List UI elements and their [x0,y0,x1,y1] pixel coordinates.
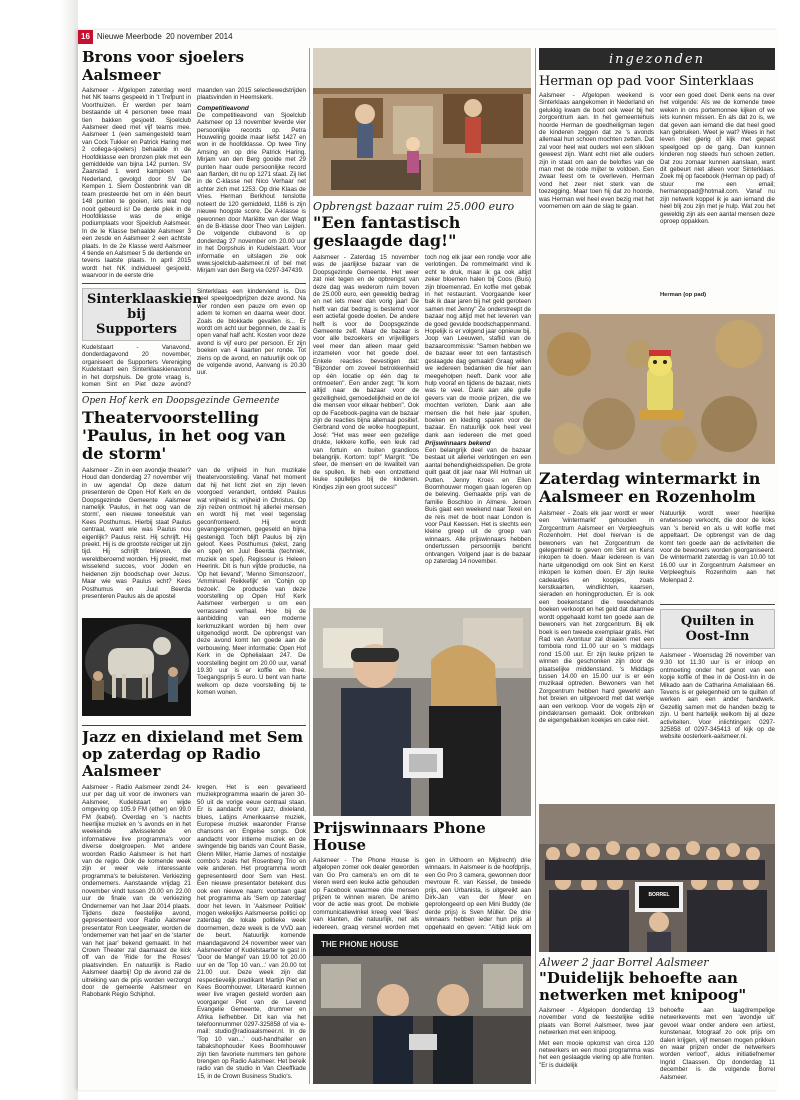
borrel-group-illustration [539,804,775,952]
bazaar-scene-illustration [313,48,531,196]
headline-box [82,288,202,341]
banner-label: ingezonden [609,52,705,67]
phonehouse-shop-illustration [313,934,531,1084]
bazaar-photo [313,48,531,196]
article-jazz [82,729,306,1084]
body-text: Kudelstaart - Vanavond, donderdagavond 20 november, organiseert de Supporters Vereniging Kudelstaart een Sinterklaaskienavond in het dorpshuis. De grote vraag is, komen Sint en Piet deze avond? [82,344,191,388]
article-sinterklaaskien [82,288,306,388]
body-text: Aalsmeer - Zaterdag 15 november was de jaarlijkse bazaar van de Doopsgezinde Gemeente. Het weer zat niet tegen en de opbrengst van deze dag was wederom ruim boven de 25.000 euro, een geweldig bedrag en net iets meer dan vorig jaar! De helft van dat bedrag is bestemd voor een actiefal goede doelen. De andere helft is voor de Doopsgezinde Gemeente zelf. Maar de bazaar is voor alle bezoekers en vrijwilligers veel meer dan alleen maar geld inzamelen voor het goede doel. Enkele reacties bevestigen dat: "Bijzonder om zoveel betrokkenheid op één locatie op één dag te ontmoeten". Een ander zegt: "Ik kom altijd naar de bazaar voor de gezelligheid, gemoedelijkheid en de lol die mensen voor elkaar hebben". Ook op de Facebook-pagina van de bazaar zijn de reacties bijna allemaal positief. Gerbrand vond de wolke hoogtepunt, José: "Het was weer een gezellige drukte, lekkere koffie, een leuk rad van fortuin en buiten grandioos belangrijk. Kortom: top!" Margrit: "De sfeer, de mensen en de kwaliteit van de spullen. Ik heb een ontzettend leuke spulletjes bij de kinderen. Kindjes zijn een groot succes!" [313,254,419,491]
kicker: Open Hof kerk en Doopsgezinde Gemeente [82,396,280,406]
phonehouse-scene-illustration [313,608,531,816]
body-text: Natuurlijk wordt weer heerlijke erwtensoep verkocht, die door de koks van 's bereid en als u wilt koffie met appeltaart. De opbrengst van de dag komt ten goede aan de activiteiten die voor de bewoners worden georganiseerd. De wintermarkt zaterdag is van 10.00 tot 16.00 uur in Zorgcentrum Aalsmeer en Verpleeghuis Rozenholm aan het Molenpad 2. [660,510,775,584]
headline: Sinterklaaskien bij Supporters [87,292,202,337]
body-text: Sinterklaas een kinderviend is. Dus veel speelgoedprijzen deze avond. Na vier ronden een pauze om even op adem te komen en daarna weer door. Zoals de blokkade gevallen is... Er wordt om acht uur begonnen, de zaal is open vanaf half acht. Kosten voor deze avond is vijf euro per persoon. Er zijn boeken van 4 kaarten per ronde. Tot ziens op de avond, en natuurlijk ook op de volgende avond, Aanvang is 20.30 uur. [197,288,306,377]
column-divider [309,48,310,1084]
body-text: maanden van 2015 selectiewedstrijden plaatsvinden in Heemskerk. [197,87,306,102]
ingezonden-banner [539,48,775,70]
body-text: Aalsmeer - Afgelopen weekend is Sinterklaas aangekomen in Nederland en gelukkig kwam de boot ook weer bij het zorgcentrum aan. In het gemeentehuis hoorde Herman de goedheiligman tegen de kinderen zeggen dat ze 's avonds allemaal hun schoen mochten zetten. Dat zal voor heel wat ouders wel een slikken geweest zijn. Want echt niet alle ouders zijn in staat om aan de beloftes van de man met de rode mijter te voldoen. Een zwaar feest om te overleven. Herman vond het zeer niet sterk van de toezegging. Maar toen hij dat zo hoorde, was Herman wel heel even bezig met het voornemen om aan de slag te gaan. [539,92,654,211]
article-herman [539,74,775,310]
headline: Brons voor sjoelers Aalsmeer [82,48,245,84]
subheading: Prijswinnaars bekend [425,440,491,447]
body-text: voor een goed doel. Denk eens na over het volgende: Als we de komende twee weken in ons portemonnee kijken of we iets kunnen missen. En als dat zo is, we dat geven aan iemand die dat heel goed kan gebruiken. Weet je wat? Wees in het leven niet gierig of kijk met gepast speelgoed op de gang. Dan kunnen kinderen nog steeds hun schoen zetten. Dat zou zomaar kunnen aanslaan, want dit gebeurt niet alleen voor Sinterklaas. Zoek mij op facebook (Herman op pad) of stuur me een email; hermanoppad@hotmail.com. Vanaf nu zijn netwerk koppel ik je aan iemand die heel blij zou zijn met je hulp. Wat zou het geweldig zijn als een aantal mensen deze oproep oppakken. [660,92,775,225]
body-text: Aalsmeer - The Phone House is afgelopen zomer ook dealer geworden van Go Pro camera's en om dit te vieren werd een leuke actie gehouden op Facebook waarmee drie mensen prijzen te winnen waren. De animo voor de actie was groot. De mobiele communicatiewinkel kreeg veel 'likes' van klanten, die natuurlijk, net als iedereen, graag versnel worden met [313,857,419,930]
body-text: Aalsmeer - Afgelopen zaterdag werd het NK teams gespeeld in 't Trefpunt in Voorthuizen. Er werden per team bestaande uit 4 personen twee maal tien bakken gesjoeld. Sjoelclub Aalsmeer deed met vijf teams mee. Aalsmeer 1 (een samengesteld team van Cock Tukker en Patrick Haring met 2 collega-sjoelers) behaalde in de Hoofdklasse een bronzen plek met een gemiddelde van bijna 142 punten. SV Zaanstad 1 werd kampioen van Nederland, gevolgd door SV De Kempen 1. Siem Oostenbrink van dit team presteerde het om in één beurt 148 punten te gooien, iets wat nog nooit gebeurd is! De derde plek in de Hoofdklasse was de enige podiumplaats voor Sjoelclub Aalsmeer. In de Ie Klasse behaalde Aalsmeer 3 een zesde en Aalsmeer 2 een achtste plaats. In de 2e Klasse werd Aalsmeer 4 tiende en Aalsmeer 5 de dertiende en tevens laatste plaats. In april 2015 wordt het NK individueel gesjoeld, waarvoor in de eerste drie [82,87,191,278]
theater-stage-illustration [82,618,191,716]
borrel-group-photo [539,804,775,952]
headline: Theatervoorstelling 'Paulus, in het oog van de storm' [82,408,286,463]
headline: Zaterdag wintermarkt in Aalsmeer en Rozenholm [539,470,761,506]
kicker: Alweer 2 jaar Borrel Aalsmeer [539,956,709,969]
headline: Quilten in Oost-Inn [680,614,755,644]
body-text: Met een mooie opkomst van circa 120 netwerkers en een mooi programma was het een geslaagde viering op alle fronten. "Er is duidelijk [539,1039,654,1069]
headline: Prijswinnaars Phone House [313,820,486,854]
page-header [78,30,778,44]
headline: "Een fantastisch geslaagde dag!" [313,213,461,250]
article-borrel [539,956,775,1084]
article-phonehouse [313,820,531,930]
body-text: Aalsmeer - Afgelopen donderdag 13 november vond de feestelijke editie plaats van Borrel Aalsmeer, twee jaar netwerken met een knipoog. [539,1007,654,1037]
body-text: behoefte aan laagdrempelige netwerkevents met een 'avondje uit' gevoel waar onder andere een artiest, kunstenaar, fotograaf zo ook prijs om dalen krijgen, vijf mensen mogen prikken en waar prijzen onder de netwerkers worden verloot", aldus initiatiefnemer Ingrid Claassen. Op donderdag 11 december is de volgende Borrel Aalsmeer. [660,1007,775,1081]
coins-photo [539,314,775,464]
scan-margin [0,0,78,1100]
theater-stage-photo [82,618,191,716]
headline: "Duidelijk behoefte aan netwerken met knipoog" [539,969,747,1004]
headline: Jazz en dixieland met Sem op zaterdag op Radio Aalsmeer [82,729,303,780]
kicker: Opbrengst bazaar ruim 25.000 euro [313,200,515,213]
article-bazaar [313,200,531,600]
borrel-sign: BORREL [648,892,670,898]
article-theater [82,396,306,721]
page-date: 20 november 2014 [165,32,233,41]
column-divider [535,48,536,1084]
divider [660,604,775,605]
body-text: kregen. Het is een gevarieerd muziekprogramma waarin de jaren 30-50 uit de vorige eeuw centraal staan. Er is aandacht voor jazz, dixieland, blues, Latijns Amerikaanse muziek, Europese muziek waaronder Franse chansons en Engelse songs. Ook aandacht voor intieme muziek en de swingende big bands van Count Basie, Glenn Miller, Harrie James of nostalgie combo's zoals het Rosenberg Trio en vele anderen. Het programma wordt gepresenteerd door Sem van Hest. Een nieuwe presentator betekent dus ook een nieuwe naam: voortaan gaat het programma als 'Sem op zaterdag' door het leven. In 'Aalsmeer Politiek' mogen wekelijks Aalsmeerse politici op zaterdag de lokale politieke week doornemen, deze week is de VVD aan de beurt. Natuurlijk komende maandagavond 24 november weer van Aalsmeerder of Kudelstaarter te gast in 'Door de Mangel' van 19.00 tot 20.00 uur en de 'Top 10 van...' van 20.00 tot 21.00 uur. Deze week zijn dat respectievelijk predikant Martijn Piet en Kees Boomhouwer. Uiteraard kunnen weer live vragen gesteld worden aan voorganger Piet van de Levend Evangelie Gemeente, drummer en Afrika liefhebber. Dit kan via het telefoonnummer 0297-325858 of via e-mail: studio@radioaalsmeer.nl. In de 'Top 10 van...' oud-handhaller en tabakshophouder Kees Boomhouwer zijn tien favoriete nummers ten gehore brengen op Radio Aalsmeer. Het bereik radio van de studio in Van Cleeffkade 15, in de Crown Business Studio's. [197,784,306,1080]
body-text: Aalsmeer - Radio Aalsmeer zendt 24-uur per dag uit voor de inwoners van Aalsmeer, Kudelstaart en wijde omgeving op 105.9 FM (ether) en 99.0 FM (kabel). Overdag en 's nachts heerlijke muziek en 's avonds en in het weekeinde afwisselende en informatieve live programma's voor diverse doelgroepen. Met andere woorden Radio Aalsmeer is het hart van de regio. Ook de komende week zijn er weer vele interessante programma's te beluisteren. Verkiezing ondernemers. Aanstaande vrijdag 21 november vindt tussen 20.00 en 22.00 uur de finale van de verkiezing Ondernemer van het Jaar 2014 plaats. Tijdens deze feestelijke avond, gepresenteerd voor Radio Aalsmeer presentator Ron Leegwater, worden de 'ondernemer van het jaar' en de 'starter van het jaar' bekend gemaakt. In het Crown Theater zal daarnaast de kick off van de 'Ride for the Roses' plaatsvinden. En natuurlijk is Radio Aalsmeer daarbij! Op de avond zal de uitreiking van de prijs worden verzorgd door de gemeente Aalsmeer en Rabobank Regio Schiphol. [82,784,191,999]
shop-sign: THE PHONE HOUSE [321,940,399,949]
phonehouse-shop-photo [313,934,531,1084]
body-text: gen in Uithoorn en Mijdrecht) drie winnaars. In Aalsmeer is de hoofdprijs, een Go Pro 3 camera, gewonnen door mevrouw R. van Kessel, de tweede prijs, een Urbanista, is uitgereikt aan Dirk-Jan van der Meer en geprolongeerd op een Mini Buddy (de derde prijs) is Sven Müller. De drie winnaars hebben ieder hun prijs al opgehaald en geven: "Altijd leuk om [425,857,531,930]
signature: Herman (op pad) [660,292,707,298]
body-text: Aalsmeer - Woensdag 26 november van 9.30 tot 11.30 uur is er inloop en ontmoeting onder het genot van een kopje koffie of thee in de Oost-Inn in de Mikado aan de Catharina Amalialaan 66. Tevens is er gelegenheid om te quilten of werken aan een ander handwerk. Gezellig samen met de handen bezig te zijn. U bent hartelijk welkom bij al deze activiteiten. Voor inlichtingen: 0297-325858 of 0297-345413 of kijk op de website oosterkerk-aalsmeer.nl. [660,652,775,741]
quilten-headline-box [660,609,775,649]
body-text: De competitieavond van Sjoelclub Aalsmeer op 13 november leverde vier persoonlijke records op. Petra Houweling gooide maar liefst 1427 en won in de hoofdklasse. Op twee Tiny Amsing en op drie Patrick Haring. Mirjam van den Berg gooide met 29 punten haar oude persoonlijke record aan flarden, dit nu op 1271 staat. Zij liet in de C-klasse net Nico Verhaar net achter zich met 1253. Op drie Klaas de Vries. Herman Berkhout tenslotte noteert de 120 gemiddeld, 1186 is zijn nieuwe hoogste score. De A-klasse is gewonnen door Mariëtte van der Wagt en de B-klasse door Theo van Leijden. De volgende clubavond is op donderdag 27 november om 20.00 uur in het Dorpshuis in Kudelstaart. Voor informatie en uitslagen zie ook www.sjoelclub-aalsmeer.nl of bel met Mirjam van den Berg via 0297-347439. [197,111,306,275]
body-text: Een belangrijk deel van de bazaar bestaat uit allerlei verlotingen en een aantal behendigheidsspellen. De grote quilt gaat dit jaar naar Wil Hofman uit Putten. Jenny Kroes en Ellen Boomhouwer mogen gaan logeren op de beleving. Gemaakte prijs van de familie Boschloo in Almere. Jeroen Buis gaat een weekend naar Texel en de reis met de boot naar London is voor Paul Keessen. Het is slechts een kleine greep uit de groep van winnaars. Alle prijswinnaars hebben ondertussen persoonlijk bericht ontvangen. Volgend jaar is de bazaar op zaterdag 14 november. [425,447,531,566]
phonehouse-winners-photo [313,608,531,816]
body-text: van de vrijheid in hun muzikale theatervoorstelling. Vanaf het moment dat hij het licht ziet en zijn leven voorgoed verandert, ontdekt Paulus wat vrijheid is: vrijheid in Christus. Op zijn reizen ontmoet hij allerlei mensen en wordt hij met veel tegenslag geconfronteerd. Hij wordt gevangengenomen, gegeseld en bijna gestenigd. Toch blijft Paulus bij zijn geloof. Kees Posthumus (tekst, zang en spel) en Juul Beerda (techniek, muziek en spel). Regisseur is Heleen Heerink. Dit is hun vijfde productie, na 'Op het lievand', 'Menno Simonszoon', 'Amminuel Reikkefijk' en 'Cohijn op bezoek'. De productie van deze voorstelling op Open Hof Kerk Aalsmeer verbergen u om een verrassend verhaal. Hoe bij de aanbidding van een moderne kerkmuzikant worden bij hem over uitgenodigd wordt. De opbrengst van deze avond komt ten goede aan de verbouwing. Meer informatie: Open Hof Kerk in de Ophelialaan 247. De voorstelling begint om 20.00 uur, vanaf 19.30 uur is er koffie en thee. Toegangsprijs 5 euro. U bent van harte welkom op deze voorstelling bij te komen wonen. [197,467,306,697]
divider [82,283,306,284]
newspaper-page [78,30,778,1090]
page-number: 16 [78,30,93,44]
subheading: Competitieavond [197,104,249,112]
coins-illustration [539,314,775,464]
headline: Herman op pad voor Sinterklaas [539,74,754,89]
paper-name: Nieuwe Meerbode [96,32,162,41]
body-text: Aalsmeer - Zin in een avondje theater? Houd dan donderdag 27 november vrij in uw agenda! Op deze datum presenteren de Open Hof Kerk en de Doopsgezinde Gemeente Aalsmeer namelijk 'Paulus, in het oog van de storm', een nieuwe toneelstuk van Kees Posthumus. Hierbij staat Paulus centraal, want wie was Paulus nou eigenlijk? Paulus reist. Hij schrijft. Hij preekt. Hij is de grootste reiziger uit zijn tijd. Hij schrijft brieven, die wereldberoemd worden. Hij preekt, met wisselend succes, voor Joden en heidenen zijn boodschap over Jezus. Maar wie was Paulus echt? Kees Posthumus en Juul Beerda presenteren Paulus als de apostel [82,467,191,600]
divider [82,725,306,726]
body-text: toch nog elk jaar een rondje voor alle verlotingen. De rommelmarkt vind ik echt te druk, maar ik ga ook altijd zeker bloemen halen bij Coos (Buis) zijn bloemenrad. En koffie met gebak in het restaurant. Voorgaande keer bak ik daar jaren bij het geld geroteen samen met Jenny" Ze onderstreept de bazaar nog altijd met het leveren van de goed gevulde boodschappenmand. Hopelijk is er volgend jaar opnieuw bij. Joop van Leeuwen, staflid van de bazaarcommissie: "Samen hebben we de bazaar weer tot een fantastisch geslaagde dag gemaakt! Graag willen we iedereen bedanken die hier aan meegeholpen heeft. Dank voor alle hulp vooraf en tijdens de bazaar, niets was te veel. Dank aan alle gulle gevers van de mooie prijzen, die we mochten verloten. Dank aan alle mensen die het hele jaar spullen, boeken en kleding sparen voor de bazaar. En natuurlijk ook heel veel dank aan iedereen die met goed [425,254,531,438]
body-text: Aalsmeer - Zoals elk jaar wordt er weer een 'wintermarkt' gehouden in Zorgcentrum Aalsmeer en Verpleeghuis Rozenholm. Het doel hiervan is de bewoners van het Zorgcentrum de gelegenheid te geven om Sint en Kerst inkopen te doen. Maar iedereen is van harte uitgenodigd om ook Sint en Kerst inkopen te komen doen. Er zijn leuke cadeautjes en koopjes, zoals kerstkaarten, windlichten, kaarsen, sieraden en honingproducten. Er is ook een boekenstand die tweedehands boeken verkoopt en het geld dat daarmee wordt opgehaald komt ten goede aan de bewoners van het zorgcentrum. Bij elk boek is een tweede exemplaar gratis. Het Rad van Avontuur zal draaien met een tombola rond 11.00 uur en 's middags rond 15.00 uur. Er zijn leuke prijzen te winnen die geschonken zijn door de plaatselijke middenstand. 's Middags tussen 14.00 en 15.00 uur is er een muzikaal optreden. Bewoners van het Zorgcentrum hebben hard gewerkt aan het breien en uitgevoerd met dat werkje aan een verkoop. Voor de vogels zijn er pindakransen gemaakt. Ook ontbreken de eigengebakken koekjes en cake niet. [539,510,654,725]
divider [82,392,306,393]
article-sjoelers [82,48,306,278]
article-wintermarkt [539,470,775,800]
